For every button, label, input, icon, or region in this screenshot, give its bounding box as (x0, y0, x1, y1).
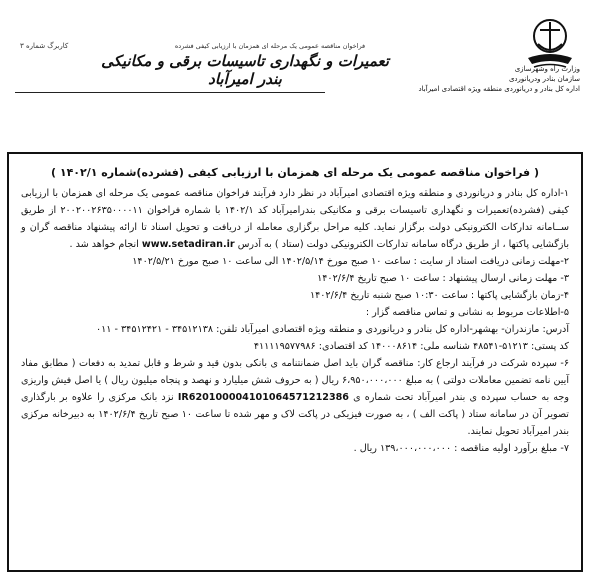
website-link[interactable]: www.setadiran.ir (141, 239, 235, 250)
notice-item-3: ۳- مهلت زمانی ارسال پیشنهاد : ساعت ۱۰ صبح تاریخ ۱۴۰۲/۶/۴ (317, 273, 569, 284)
notice-item-6-text: ۶- سپرده شرکت در فرآیند ارجاع کار: مناقصه گران باید اصل ضمانتنامه ی بانکی بدون قید و شرط و قابل تمدید به دفعات ( مطابق مفاد آیین نامه تضمین معاملات دولتی ) به مبلغ ۶،۹۵۰،۰۰۰،۰۰۰ ریال ( به حروف شش میلیارد و نهصد و پنجاه میلیون ریال ) یا اصل فیش واریزی وجه به حساب سپرده ی بندر امیرآباد تحت شماره ی (21, 358, 570, 403)
notice-item-1-text: ۱-اداره کل بنادر و دریانوردی و منطقه ویژه اقتصادی امیرآباد در نظر دارد فرآیند فراخوان مناقصه عمومی یک مرحله ای همزمان با ارزیابی کیفی (فشرده)تعمیرات و نگهداری تاسیسات برقی و مکانیکی بندرامیرآباد کد ۱۴۰۲/۱ با شماره فراخوان ۲۰۰۲۰۰۲۶۳۵۰۰۰۰۱۱ از طریق ســامانه تدارکات الکترونیکی دولت برگزار نماید. کلیه مراحل برگزاری معامله از دریافت و تحویل اسناد تا ارائه پیشنهاد مناقصه گران و بازگشایی پاکتها ، از طریق درگاه سامانه تدارکات الکترونیکی دولت (ستاد ) به آدرس (21, 188, 569, 250)
notice-item-6-end: نزد بانک مرکزی را علاوه بر بارگذاری تصویر آن در سامانه ستاد ( پاکت الف ) ، به صورت فیزیکی در پاکت لاک و مهر شده تا ساعت ۱۰ صبح تاریخ ۱۴۰۲/۶/۴ به دبیرخانه مرکزی بندر امیرآباد تحویل نمایند. (21, 392, 569, 437)
notice-item-1-end: انجام خواهد شد . (69, 239, 139, 250)
org-line-organization: سازمان بنادر ودریانوردی (508, 75, 580, 83)
notice-box (7, 152, 583, 572)
org-line-ministry: وزارت راه وشهرسازی (514, 65, 580, 73)
page-header (0, 0, 592, 140)
notice-item-4: ۴-زمان بازگشایی پاکتها : ساعت ۱۰:۳۰ صبح شنبه تاریخ ۱۴۰۲/۶/۴ (309, 290, 569, 301)
notice-item-6 (21, 355, 569, 440)
iban-number: IR620100004101064571212386 (177, 392, 349, 403)
contact-address: آدرس: مازندران- بهشهر-اداره کل بنادر و دریانوردی و منطقه ویژه اقتصادی امیرآباد تلفن: ۳۴۵۱۲۱۳۸ - ۳۴۵۱۲۴۲۱ - ۰۱۱ (95, 324, 569, 335)
notice-item-2: ۲-مهلت زمانی دریافت اسناد از سایت : ساعت ۱۰ صبح مورخ ۱۴۰۲/۵/۱۴ الی ساعت ۱۰ صبح مورخ ۱۴۰۲/۵/۲۱ (132, 256, 569, 267)
notice-item-5: ۵-اطلاعات مربوط به نشانی و تماس مناقصه گزار : (365, 307, 569, 318)
document-caption: فراخوان مناقصه عمومی یک مرحله ای همزمان با ارزیابی کیفی فشرده (174, 42, 366, 50)
notice-title: ( فراخوان مناقصه عمومی یک مرحله ای همزمان با ارزیابی کیفی (فشرده)شماره ۱۴۰۲/۱ ) (51, 166, 539, 179)
form-number-label: کاربرگ شماره ۳ (20, 42, 69, 50)
header-divider (15, 92, 325, 93)
org-line-directorate: اداره کل بنادر و دریانوردی منطقه ویژه اقتصادی امیرآباد (418, 85, 580, 93)
notice-item-1 (21, 185, 569, 253)
notice-item-7: ۷- مبلغ برآورد اولیه مناقصه : ۱۳۹،۰۰۰،۰۰۰،۰۰۰ ریال . (353, 443, 569, 454)
contact-ids: کد پستی: ۵۱۲۱۳-۴۸۵۴۱ شناسه ملی: ۱۴۰۰۰۸۶۱۴ کد اقتصادی: ۴۱۱۱۱۹۵۷۷۹۸۶ (253, 341, 569, 352)
department-title: تعمیرات و نگهداری تاسیسات برقی و مکانیکی بندر امیرآباد (101, 52, 389, 88)
notice-body (21, 164, 569, 457)
